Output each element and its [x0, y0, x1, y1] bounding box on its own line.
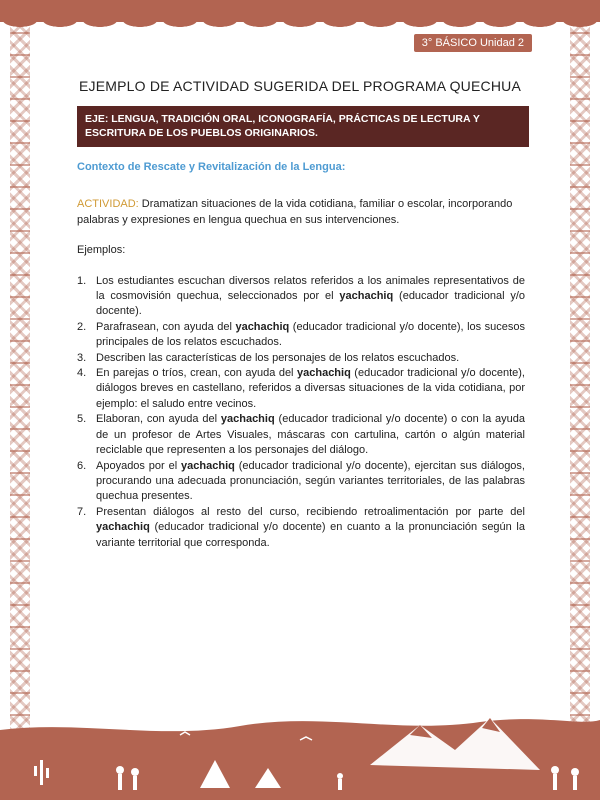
example-term: yachachiq [339, 290, 394, 303]
examples-label: Ejemplos: [77, 244, 126, 257]
main-content [77, 160, 525, 551]
example-text: Presentan diálogos al resto del curso, recibiendo retroalimentación por parte del [96, 505, 525, 518]
left-decorative-border [10, 22, 30, 782]
example-text: Elaboran, con ayuda del [96, 413, 221, 426]
example-text: Describen las características de los personajes de los relatos escuchados. [96, 351, 460, 364]
example-number: 2. [77, 320, 87, 333]
context-heading: Contexto de Rescate y Revitalización de la Lengua: [77, 161, 346, 173]
example-item [77, 320, 525, 351]
example-number: 5. [77, 413, 87, 426]
example-item [77, 351, 525, 366]
bottom-landscape-illustration [0, 690, 600, 800]
example-text: Apoyados por el [96, 459, 182, 472]
example-item [77, 412, 525, 458]
top-decorative-band [0, 0, 600, 22]
example-term: yachachiq [181, 459, 235, 472]
example-item [77, 274, 525, 320]
page-title: EJEMPLO DE ACTIVIDAD SUGERIDA DEL PROGRAMA QUECHUA [78, 78, 522, 94]
activity-label: ACTIVIDAD: [77, 198, 139, 211]
example-number: 6. [77, 459, 87, 472]
example-term: yachachiq [220, 413, 275, 426]
grade-unit-badge: 3° BÁSICO Unidad 2 [414, 34, 532, 52]
example-number: 4. [77, 367, 87, 380]
example-term: yachachiq [297, 367, 351, 380]
activity-text: Dramatizan situaciones de la vida cotidiana, familiar o escolar, incorporando palabras y expresiones en lengua quechua en sus intervenciones. [77, 198, 513, 226]
right-decorative-border [570, 22, 590, 782]
example-text: En parejas o tríos, crean, con ayuda del [96, 367, 297, 380]
example-number: 1. [77, 274, 87, 287]
example-term: yachachiq [96, 521, 150, 534]
example-text: Parafrasean, con ayuda del [96, 320, 236, 333]
example-item [77, 366, 525, 412]
example-item [77, 459, 525, 505]
example-number: 7. [77, 505, 87, 518]
examples-list [77, 274, 525, 551]
example-text: (educador tradicional y/o docente). [96, 290, 526, 318]
example-text: (educador tradicional y/o docente), diálogos breves en castellano, referidos a diversas situaciones de la vida cotidiana, por ejemplo: el saludo entre vecinos. [96, 367, 525, 410]
example-item [77, 505, 525, 551]
activity-paragraph [77, 197, 525, 228]
example-term: yachachiq [235, 320, 290, 333]
example-text: (educador tradicional y/o docente), los sucesos principales de los relatos escuchados. [96, 320, 526, 349]
example-text: (educador tradicional y/o docente) en cuanto a la pronunciación según la variante territorial que corresponda. [96, 521, 525, 549]
example-text: (educador tradicional y/o docente) o con la ayuda de un profesor de Artes Visuales, máscaras con cartulina, cartón o algún material reciclable que representen a los personajes del diálogo. [96, 413, 525, 457]
eje-banner: EJE: LENGUA, TRADICIÓN ORAL, ICONOGRAFÍA, PRÁCTICAS DE LECTURA Y ESCRITURA DE LOS PUEBLOS ORIGINARIOS. [77, 106, 529, 147]
example-text: Los estudiantes escuchan diversos relatos referidos a los animales representativos de la cosmovisión quechua, seleccionados por el [96, 274, 525, 303]
example-text: (educador tradicional y/o docente), ejercitan sus diálogos, procurando una adecuada pronunciación, según variantes territoriales, de las palabras quechua presentes. [96, 459, 525, 503]
example-number: 3. [77, 351, 87, 364]
